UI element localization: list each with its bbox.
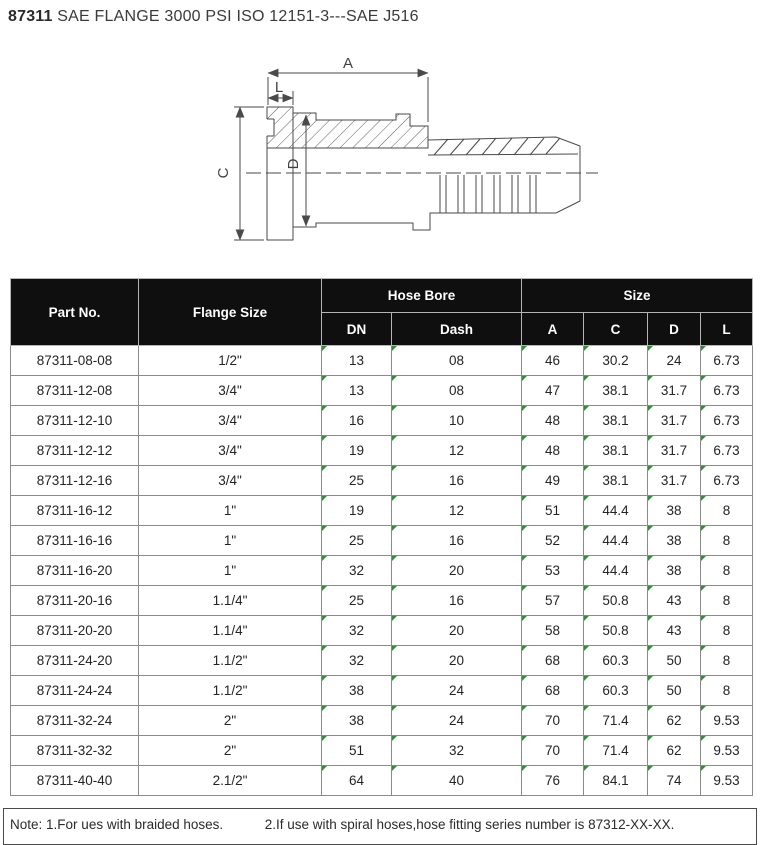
cell-dash: 40 — [392, 766, 522, 796]
cell-part-no: 87311-08-08 — [11, 346, 139, 376]
error-indicator-icon — [701, 526, 706, 531]
cell-l: 8 — [701, 526, 753, 556]
cell-c: 44.4 — [584, 556, 648, 586]
table-row — [11, 766, 753, 796]
error-indicator-icon — [648, 616, 653, 621]
cell-flange-size: 2.1/2" — [139, 766, 322, 796]
error-indicator-icon — [392, 586, 397, 591]
error-indicator-icon — [648, 556, 653, 561]
error-indicator-icon — [322, 646, 327, 651]
cell-dash: 16 — [392, 586, 522, 616]
cell-c: 38.1 — [584, 436, 648, 466]
error-indicator-icon — [584, 586, 589, 591]
error-indicator-icon — [648, 766, 653, 771]
header-group-size: Size — [522, 279, 753, 313]
cell-d: 31.7 — [648, 466, 701, 496]
cell-flange-size: 3/4" — [139, 406, 322, 436]
cell-l: 6.73 — [701, 466, 753, 496]
table-row — [11, 706, 753, 736]
table-row — [11, 556, 753, 586]
error-indicator-icon — [648, 526, 653, 531]
cell-part-no: 87311-12-12 — [11, 436, 139, 466]
error-indicator-icon — [584, 766, 589, 771]
cell-l: 6.73 — [701, 376, 753, 406]
error-indicator-icon — [701, 346, 706, 351]
cell-flange-size: 1.1/2" — [139, 646, 322, 676]
cell-dash: 08 — [392, 376, 522, 406]
technical-drawing — [0, 42, 762, 272]
cell-dash: 10 — [392, 406, 522, 436]
error-indicator-icon — [701, 706, 706, 711]
error-indicator-icon — [392, 676, 397, 681]
cell-dn: 25 — [322, 466, 392, 496]
error-indicator-icon — [701, 766, 706, 771]
dimension-label-l: L — [274, 79, 284, 96]
error-indicator-icon — [701, 676, 706, 681]
error-indicator-icon — [322, 346, 327, 351]
page-title — [0, 0, 762, 30]
error-indicator-icon — [701, 586, 706, 591]
error-indicator-icon — [584, 646, 589, 651]
cell-flange-size: 1.1/2" — [139, 676, 322, 706]
cell-flange-size: 2" — [139, 736, 322, 766]
cell-a: 48 — [522, 406, 584, 436]
error-indicator-icon — [584, 706, 589, 711]
cell-l: 6.73 — [701, 436, 753, 466]
note-item-1: 1.For ues with braided hoses. — [46, 817, 224, 832]
error-indicator-icon — [322, 466, 327, 471]
error-indicator-icon — [392, 556, 397, 561]
error-indicator-icon — [322, 496, 327, 501]
cell-c: 44.4 — [584, 526, 648, 556]
error-indicator-icon — [522, 376, 527, 381]
cell-flange-size: 2" — [139, 706, 322, 736]
error-indicator-icon — [392, 436, 397, 441]
table-row — [11, 436, 753, 466]
cell-d: 74 — [648, 766, 701, 796]
cell-part-no: 87311-12-16 — [11, 466, 139, 496]
error-indicator-icon — [584, 406, 589, 411]
cell-l: 8 — [701, 556, 753, 586]
header-a: A — [522, 313, 584, 346]
error-indicator-icon — [701, 736, 706, 741]
error-indicator-icon — [392, 406, 397, 411]
cell-l: 9.53 — [701, 766, 753, 796]
cell-l: 8 — [701, 646, 753, 676]
cell-flange-size: 1" — [139, 526, 322, 556]
cell-c: 50.8 — [584, 586, 648, 616]
table-row — [11, 616, 753, 646]
error-indicator-icon — [648, 466, 653, 471]
cell-a: 58 — [522, 616, 584, 646]
cell-a: 49 — [522, 466, 584, 496]
error-indicator-icon — [648, 586, 653, 591]
cell-part-no: 87311-16-20 — [11, 556, 139, 586]
error-indicator-icon — [392, 376, 397, 381]
table-row — [11, 586, 753, 616]
cell-flange-size: 3/4" — [139, 376, 322, 406]
header-part-no: Part No. — [11, 279, 139, 346]
error-indicator-icon — [648, 496, 653, 501]
table-row — [11, 676, 753, 706]
error-indicator-icon — [322, 586, 327, 591]
header-l: L — [701, 313, 753, 346]
error-indicator-icon — [522, 676, 527, 681]
cell-a: 68 — [522, 646, 584, 676]
error-indicator-icon — [522, 496, 527, 501]
cell-dash: 24 — [392, 676, 522, 706]
error-indicator-icon — [392, 706, 397, 711]
cell-d: 62 — [648, 736, 701, 766]
table-row — [11, 526, 753, 556]
cell-dn: 32 — [322, 556, 392, 586]
cell-flange-size: 1/2" — [139, 346, 322, 376]
cell-c: 60.3 — [584, 646, 648, 676]
error-indicator-icon — [648, 376, 653, 381]
cell-d: 43 — [648, 616, 701, 646]
error-indicator-icon — [322, 676, 327, 681]
cell-d: 38 — [648, 556, 701, 586]
error-indicator-icon — [701, 496, 706, 501]
hose-tail-upper — [428, 126, 580, 155]
cell-part-no: 87311-24-20 — [11, 646, 139, 676]
error-indicator-icon — [584, 556, 589, 561]
cell-d: 50 — [648, 676, 701, 706]
error-indicator-icon — [392, 496, 397, 501]
error-indicator-icon — [701, 616, 706, 621]
body-outline-lower — [293, 173, 580, 230]
error-indicator-icon — [522, 646, 527, 651]
cell-dash: 08 — [392, 346, 522, 376]
flange-fitting-drawing — [0, 42, 762, 272]
error-indicator-icon — [322, 376, 327, 381]
error-indicator-icon — [584, 616, 589, 621]
cell-c: 38.1 — [584, 376, 648, 406]
cell-d: 62 — [648, 706, 701, 736]
cell-l: 6.73 — [701, 406, 753, 436]
spec-table-header — [11, 279, 753, 346]
header-d: D — [648, 313, 701, 346]
cell-dash: 32 — [392, 736, 522, 766]
error-indicator-icon — [701, 436, 706, 441]
error-indicator-icon — [522, 616, 527, 621]
table-row — [11, 496, 753, 526]
hose-tail-ribs — [440, 175, 536, 213]
error-indicator-icon — [584, 676, 589, 681]
cell-dn: 32 — [322, 646, 392, 676]
table-row — [11, 646, 753, 676]
error-indicator-icon — [522, 556, 527, 561]
cell-l: 8 — [701, 676, 753, 706]
error-indicator-icon — [648, 346, 653, 351]
cell-a: 57 — [522, 586, 584, 616]
cell-c: 44.4 — [584, 496, 648, 526]
error-indicator-icon — [322, 526, 327, 531]
cell-dash: 12 — [392, 436, 522, 466]
cell-dash: 16 — [392, 526, 522, 556]
error-indicator-icon — [322, 706, 327, 711]
cell-a: 53 — [522, 556, 584, 586]
cell-dn: 25 — [322, 526, 392, 556]
error-indicator-icon — [701, 376, 706, 381]
error-indicator-icon — [701, 406, 706, 411]
header-group-hose-bore: Hose Bore — [322, 279, 522, 313]
error-indicator-icon — [392, 616, 397, 621]
error-indicator-icon — [522, 466, 527, 471]
cell-part-no: 87311-16-12 — [11, 496, 139, 526]
error-indicator-icon — [322, 406, 327, 411]
cell-flange-size: 3/4" — [139, 466, 322, 496]
error-indicator-icon — [584, 346, 589, 351]
cell-c: 38.1 — [584, 406, 648, 436]
cell-d: 24 — [648, 346, 701, 376]
header-c: C — [584, 313, 648, 346]
cell-dn: 32 — [322, 616, 392, 646]
cell-dn: 38 — [322, 676, 392, 706]
error-indicator-icon — [322, 616, 327, 621]
cell-dash: 20 — [392, 646, 522, 676]
cell-d: 38 — [648, 496, 701, 526]
error-indicator-icon — [648, 436, 653, 441]
cell-part-no: 87311-12-08 — [11, 376, 139, 406]
cell-dn: 16 — [322, 406, 392, 436]
error-indicator-icon — [584, 496, 589, 501]
note-item-2: 2.If use with spiral hoses,hose fitting series number is 87312-XX-XX. — [264, 817, 675, 832]
cell-dash: 20 — [392, 616, 522, 646]
note-box — [3, 808, 757, 845]
series-number: 87311 — [8, 8, 53, 25]
cell-part-no: 87311-24-24 — [11, 676, 139, 706]
cell-dn: 19 — [322, 436, 392, 466]
error-indicator-icon — [322, 736, 327, 741]
cell-part-no: 87311-20-20 — [11, 616, 139, 646]
error-indicator-icon — [584, 526, 589, 531]
cell-d: 31.7 — [648, 436, 701, 466]
cell-a: 46 — [522, 346, 584, 376]
cell-flange-size: 1" — [139, 496, 322, 526]
error-indicator-icon — [584, 376, 589, 381]
error-indicator-icon — [648, 676, 653, 681]
header-flange-size: Flange Size — [139, 279, 322, 346]
cell-part-no: 87311-32-32 — [11, 736, 139, 766]
error-indicator-icon — [522, 766, 527, 771]
error-indicator-icon — [392, 766, 397, 771]
table-row — [11, 346, 753, 376]
table-row — [11, 376, 753, 406]
spec-table-body — [11, 346, 753, 796]
cell-d: 43 — [648, 586, 701, 616]
cell-a: 68 — [522, 676, 584, 706]
cell-d: 38 — [648, 526, 701, 556]
cell-dash: 16 — [392, 466, 522, 496]
error-indicator-icon — [701, 646, 706, 651]
header-dn: DN — [322, 313, 392, 346]
dimension-label-c: C — [215, 167, 232, 179]
cell-l: 6.73 — [701, 346, 753, 376]
error-indicator-icon — [522, 436, 527, 441]
cell-c: 50.8 — [584, 616, 648, 646]
cell-c: 71.4 — [584, 736, 648, 766]
cell-d: 50 — [648, 646, 701, 676]
cell-l: 8 — [701, 616, 753, 646]
error-indicator-icon — [648, 736, 653, 741]
error-indicator-icon — [392, 346, 397, 351]
cell-part-no: 87311-12-10 — [11, 406, 139, 436]
cell-l: 8 — [701, 586, 753, 616]
cell-dn: 25 — [322, 586, 392, 616]
spec-table — [10, 278, 753, 796]
cell-d: 31.7 — [648, 406, 701, 436]
error-indicator-icon — [522, 706, 527, 711]
error-indicator-icon — [701, 466, 706, 471]
cell-dn: 19 — [322, 496, 392, 526]
cell-part-no: 87311-32-24 — [11, 706, 139, 736]
header-dash: Dash — [392, 313, 522, 346]
body-section — [293, 113, 428, 148]
cell-d: 31.7 — [648, 376, 701, 406]
error-indicator-icon — [522, 736, 527, 741]
cell-part-no: 87311-40-40 — [11, 766, 139, 796]
error-indicator-icon — [648, 706, 653, 711]
cell-part-no: 87311-16-16 — [11, 526, 139, 556]
cell-dn: 13 — [322, 346, 392, 376]
cell-l: 9.53 — [701, 706, 753, 736]
error-indicator-icon — [392, 736, 397, 741]
cell-dn: 51 — [322, 736, 392, 766]
cell-flange-size: 1.1/4" — [139, 616, 322, 646]
cell-a: 70 — [522, 706, 584, 736]
cell-flange-size: 1.1/4" — [139, 586, 322, 616]
cell-a: 47 — [522, 376, 584, 406]
cell-dash: 24 — [392, 706, 522, 736]
cell-dash: 12 — [392, 496, 522, 526]
cell-a: 76 — [522, 766, 584, 796]
error-indicator-icon — [322, 436, 327, 441]
dimension-label-a: A — [342, 55, 354, 72]
cell-flange-size: 1" — [139, 556, 322, 586]
cell-a: 52 — [522, 526, 584, 556]
cell-dash: 20 — [392, 556, 522, 586]
table-row — [11, 736, 753, 766]
cell-c: 71.4 — [584, 706, 648, 736]
dimension-label-d: D — [285, 158, 302, 170]
error-indicator-icon — [522, 586, 527, 591]
table-row — [11, 406, 753, 436]
error-indicator-icon — [522, 406, 527, 411]
cell-flange-size: 3/4" — [139, 436, 322, 466]
cell-l: 9.53 — [701, 736, 753, 766]
cell-l: 8 — [701, 496, 753, 526]
cell-a: 70 — [522, 736, 584, 766]
error-indicator-icon — [322, 766, 327, 771]
note-label: Note: — [10, 817, 43, 832]
error-indicator-icon — [701, 556, 706, 561]
cell-c: 84.1 — [584, 766, 648, 796]
error-indicator-icon — [584, 466, 589, 471]
cell-c: 38.1 — [584, 466, 648, 496]
cell-c: 30.2 — [584, 346, 648, 376]
error-indicator-icon — [648, 406, 653, 411]
cell-part-no: 87311-20-16 — [11, 586, 139, 616]
cell-c: 60.3 — [584, 676, 648, 706]
error-indicator-icon — [392, 646, 397, 651]
cell-dn: 38 — [322, 706, 392, 736]
cell-dn: 13 — [322, 376, 392, 406]
error-indicator-icon — [648, 646, 653, 651]
error-indicator-icon — [322, 556, 327, 561]
table-row — [11, 466, 753, 496]
error-indicator-icon — [522, 346, 527, 351]
error-indicator-icon — [522, 526, 527, 531]
error-indicator-icon — [392, 466, 397, 471]
cell-a: 48 — [522, 436, 584, 466]
cell-a: 51 — [522, 496, 584, 526]
cell-dn: 64 — [322, 766, 392, 796]
error-indicator-icon — [584, 736, 589, 741]
product-description: SAE FLANGE 3000 PSI ISO 12151-3---SAE J516 — [57, 8, 419, 25]
error-indicator-icon — [584, 436, 589, 441]
error-indicator-icon — [392, 526, 397, 531]
